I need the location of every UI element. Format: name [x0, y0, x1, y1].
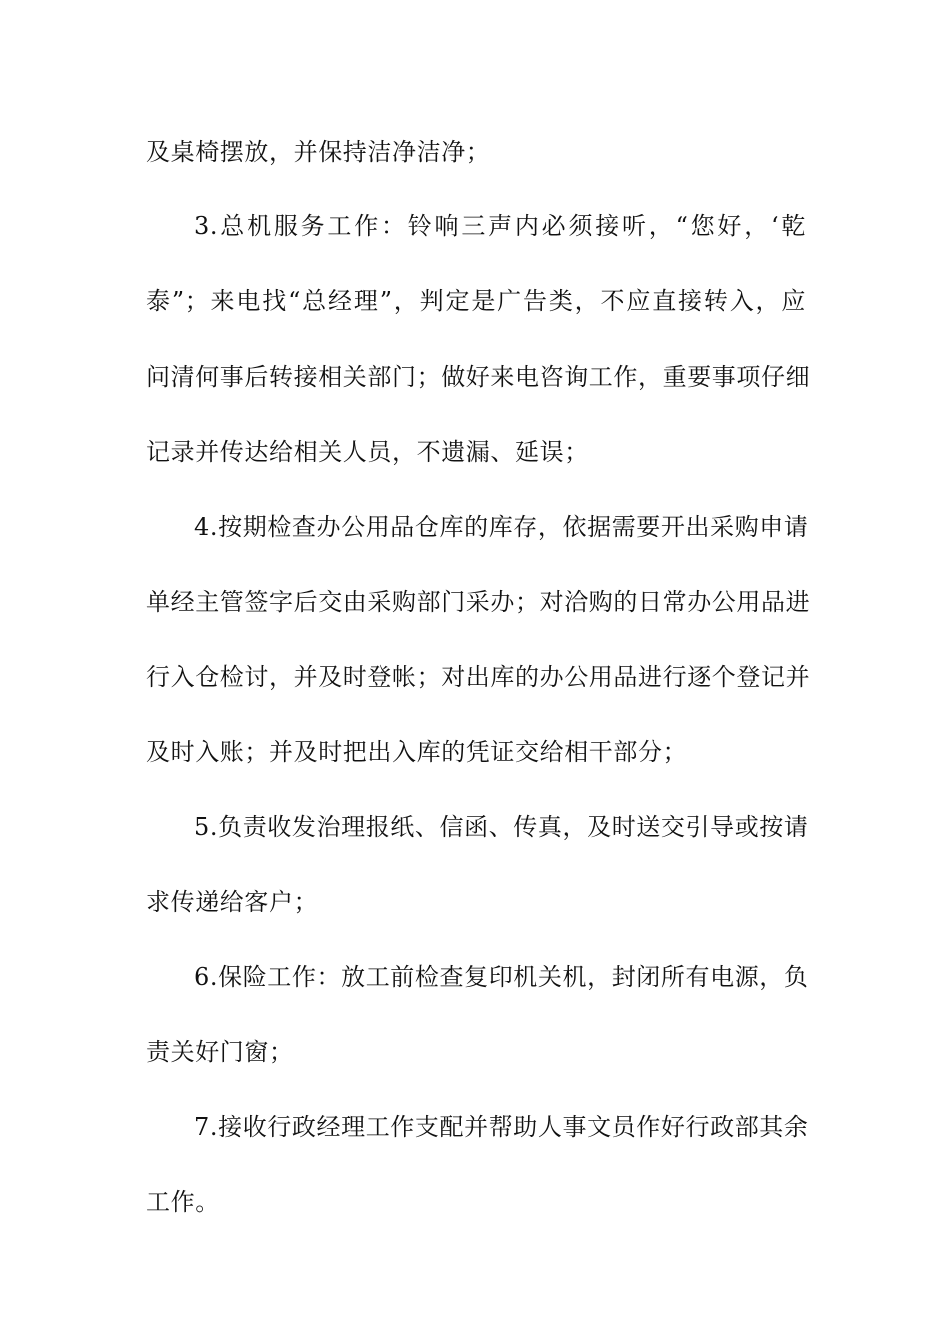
text-line: 求传递给客户； — [146, 888, 319, 916]
text-line: 及桌椅摆放，并保持洁净洁净； — [146, 138, 491, 166]
text-line: 7.接收行政经理工作支配并帮助人事文员作好行政部其余 — [194, 1113, 809, 1141]
text-line: 责关好门窗； — [146, 1038, 294, 1066]
text-line: 行入仓检讨，并及时登帐；对出库的办公用品进行逐个登记并 — [146, 663, 811, 691]
text-line: 问清何事后转接相关部门；做好来电咨询工作，重要事项仔细 — [146, 363, 811, 391]
text-line: 工作。 — [146, 1188, 220, 1216]
text-line: 及时入账；并及时把出入库的凭证交给相干部分； — [146, 738, 688, 766]
text-line: 记录并传达给相关人员，不遗漏、延误； — [146, 438, 589, 466]
text-line: 泰”；来电找“总经理”，判定是广告类，不应直接转入，应 — [146, 287, 806, 315]
text-line: 6.保险工作：放工前检查复印机关机，封闭所有电源，负 — [194, 963, 809, 991]
text-line: 单经主管签字后交由采购部门采办；对洽购的日常办公用品进 — [146, 588, 811, 616]
text-line: 5.负责收发治理报纸、信函、传真，及时送交引导或按请 — [194, 813, 809, 841]
text-line: 3.总机服务工作：铃响三声内必须接听，“您好，‘乾 — [194, 212, 806, 240]
text-line: 4.按期检查办公用品仓库的库存，依据需要开出采购申请 — [194, 513, 809, 541]
